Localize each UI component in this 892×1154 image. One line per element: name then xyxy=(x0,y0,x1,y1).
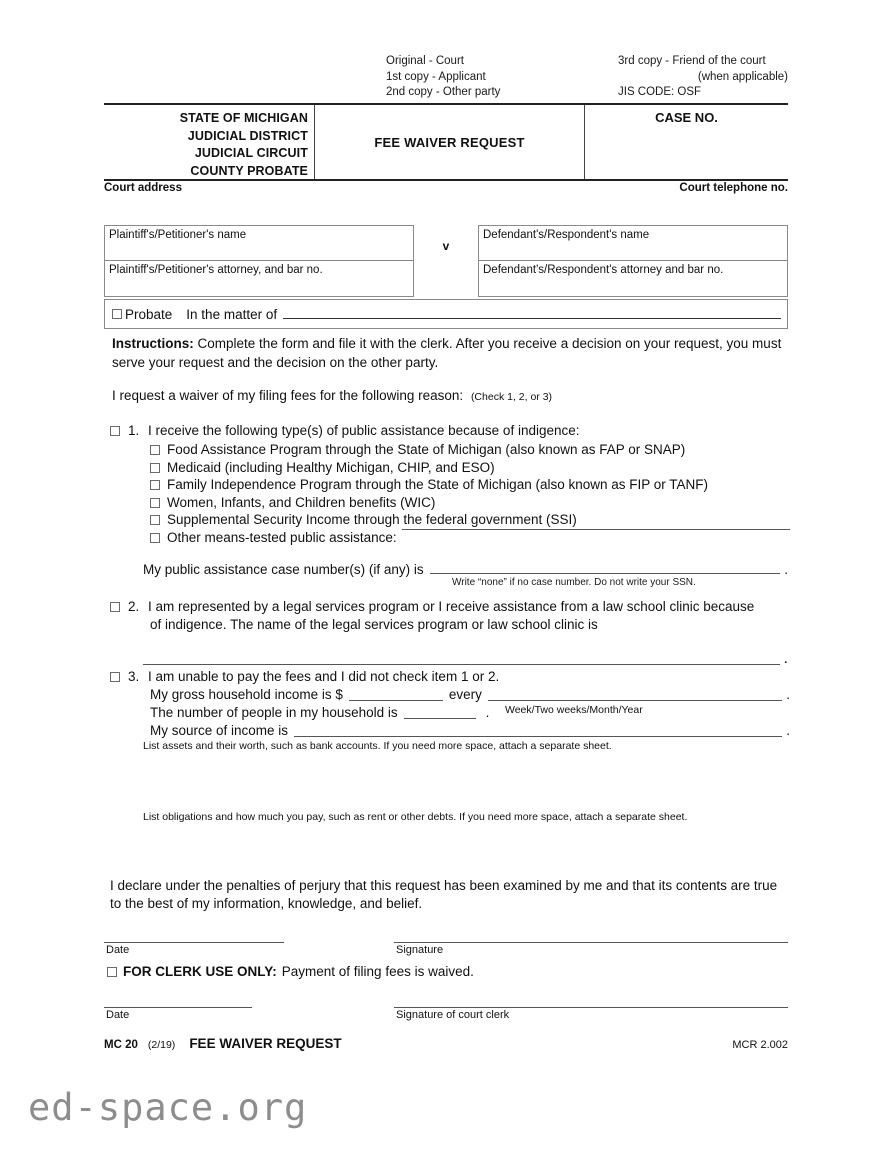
item-3-fields xyxy=(150,686,790,740)
case-number-period: . xyxy=(784,562,788,577)
footer-title: FEE WAIVER REQUEST xyxy=(189,1036,342,1051)
income-source-period: . xyxy=(786,723,790,738)
form-footer xyxy=(104,1036,788,1051)
copy-distribution-left xyxy=(386,54,618,101)
applicant-signature-rule[interactable] xyxy=(394,942,788,943)
jis-code: JIS CODE: OSF xyxy=(618,86,702,98)
state-line: STATE OF MICHIGAN xyxy=(179,111,308,125)
gross-income-row xyxy=(150,686,790,704)
court-address-row xyxy=(104,182,788,194)
income-source-input[interactable] xyxy=(294,736,782,737)
footer-revision: (2/19) xyxy=(147,1039,176,1051)
income-frequency-hint: Week/Two weeks/Month/Year xyxy=(505,704,643,716)
copy-third: 3rd copy - Friend of the court xyxy=(618,55,766,67)
item-1-header xyxy=(110,422,790,440)
income-source-row xyxy=(150,722,790,740)
option-food-assistance-checkbox[interactable] xyxy=(150,445,160,455)
clerk-use-checkbox[interactable] xyxy=(107,967,117,977)
copy-distribution-right xyxy=(618,54,788,101)
household-size-label: The number of people in my household is xyxy=(150,705,398,720)
clerk-use-label: FOR CLERK USE ONLY: xyxy=(123,964,277,979)
header-divider-rule xyxy=(104,179,788,181)
copy-distribution-header xyxy=(104,54,788,101)
assets-note: List assets and their worth, such as bank accounts. If you need more space, attach a separate sheet. xyxy=(143,740,612,752)
option-medicaid-checkbox[interactable] xyxy=(150,463,160,473)
court-address-label: Court address xyxy=(104,182,182,194)
defendant-attorney-field[interactable]: Defendant's/Respondent's attorney and bar no. xyxy=(478,261,788,297)
form-heading-table xyxy=(104,103,788,179)
clerk-use-text: Payment of filing fees is waived. xyxy=(281,964,474,979)
case-number-label: CASE NO. xyxy=(655,110,718,125)
case-number-hint: Write “none” if no case number. Do not write your SSN. xyxy=(452,577,696,588)
item-2-period: . xyxy=(783,650,788,667)
item-2-header xyxy=(110,598,790,616)
form-title: FEE WAIVER REQUEST xyxy=(374,134,525,150)
income-source-label: My source of income is xyxy=(150,723,289,738)
item-3-header xyxy=(110,668,790,686)
obligations-note: List obligations and how much you pay, such as rent or other debts. If you need more space, attach a separate sheet. xyxy=(143,811,688,823)
footer-rule-citation: MCR 2.002 xyxy=(732,1039,788,1051)
probate-checkbox[interactable] xyxy=(112,309,122,319)
gross-income-every-label: every xyxy=(448,687,482,702)
clerk-use-row xyxy=(107,964,474,979)
household-size-period: . xyxy=(485,705,490,720)
clerk-date-label: Date xyxy=(106,1009,130,1021)
option-ssi-checkbox[interactable] xyxy=(150,515,160,525)
defendant-name-field[interactable]: Defendant's/Respondent's name xyxy=(478,225,788,261)
option-ssi-label: Supplemental Security Income through the federal government (SSI) xyxy=(167,512,577,528)
request-reason-hint: (Check 1, 2, or 3) xyxy=(470,391,553,403)
probate-row xyxy=(104,299,788,329)
copy-original: Original - Court xyxy=(386,55,464,67)
clerk-signature-rule[interactable] xyxy=(394,1007,788,1008)
item-1-options xyxy=(150,441,790,547)
item-1 xyxy=(110,422,790,547)
site-watermark: ed-space.org xyxy=(28,1086,308,1129)
option-family-independence xyxy=(150,476,790,494)
option-ssi xyxy=(150,511,790,529)
option-other-assistance-label: Other means-tested public assistance: xyxy=(167,529,397,545)
option-other-assistance-input[interactable] xyxy=(402,529,790,530)
item-3-number: 3. xyxy=(128,669,140,684)
signature-label: Signature xyxy=(396,944,444,956)
legal-services-program-input[interactable] xyxy=(143,664,780,665)
option-other-assistance-checkbox[interactable] xyxy=(150,533,160,543)
item-3-text: I am unable to pay the fees and I did not check item 1 or 2. xyxy=(148,669,500,684)
case-number-input[interactable] xyxy=(430,573,781,574)
option-family-independence-checkbox[interactable] xyxy=(150,480,160,490)
option-medicaid-label: Medicaid (including Healthy Michigan, CHIP, and ESO) xyxy=(167,459,495,475)
gross-income-input[interactable] xyxy=(349,700,443,701)
judicial-circuit-line: JUDICIAL CIRCUIT xyxy=(194,146,308,160)
item-2-checkbox[interactable] xyxy=(110,602,120,612)
in-the-matter-of-label: In the matter of xyxy=(186,306,278,322)
item-1-text: I receive the following type(s) of public assistance because of indigence: xyxy=(148,423,580,438)
plaintiff-attorney-field[interactable]: Plaintiff's/Petitioner's attorney, and bar no. xyxy=(104,261,414,297)
date-signature-rule[interactable] xyxy=(104,942,284,943)
declaration-text: I declare under the penalties of perjury that this request has been examined by me and that its contents are true to the best of my information, knowledge, and belief. xyxy=(110,878,778,911)
option-other-assistance xyxy=(150,529,790,547)
option-food-assistance xyxy=(150,441,790,459)
footer-form-number: MC 20 xyxy=(104,1039,138,1051)
item-1-number: 1. xyxy=(128,423,140,438)
in-the-matter-of-input[interactable] xyxy=(283,318,781,319)
form-title-cell xyxy=(315,105,585,179)
instructions-block xyxy=(112,334,790,372)
item-2-input-row xyxy=(143,650,788,668)
date-label: Date xyxy=(106,944,130,956)
option-food-assistance-label: Food Assistance Program through the State of Michigan (also known as FAP or SNAP) xyxy=(167,442,686,457)
request-reason-line xyxy=(112,388,790,403)
party-boxes xyxy=(104,225,788,297)
copy-first: 1st copy - Applicant xyxy=(386,70,486,83)
plaintiff-name-field[interactable]: Plaintiff's/Petitioner's name xyxy=(104,225,414,261)
plaintiff-column xyxy=(104,225,414,297)
instructions-label: Instructions: xyxy=(112,336,194,351)
option-wic xyxy=(150,494,790,512)
item-2 xyxy=(110,598,790,634)
household-size-input[interactable] xyxy=(404,718,476,719)
copy-third-note: (when applicable) xyxy=(697,70,788,83)
option-wic-label: Women, Infants, and Children benefits (WIC) xyxy=(167,494,436,510)
household-size-row xyxy=(150,704,790,722)
court-telephone-label: Court telephone no. xyxy=(679,182,788,194)
item-3-checkbox[interactable] xyxy=(110,672,120,682)
option-medicaid xyxy=(150,459,790,477)
public-assistance-case-number xyxy=(143,562,788,588)
defendant-column xyxy=(478,225,788,297)
judicial-district-line: JUDICIAL DISTRICT xyxy=(187,128,308,143)
probate-label: Probate xyxy=(125,306,173,322)
gross-income-period: . xyxy=(786,687,790,702)
option-wic-checkbox[interactable] xyxy=(150,498,160,508)
request-reason-text: I request a waiver of my filing fees for the following reason: xyxy=(112,388,464,403)
case-number-cell[interactable] xyxy=(585,105,788,179)
gross-income-label: My gross household income is $ xyxy=(150,687,343,702)
court-identification xyxy=(104,105,315,179)
option-family-independence-label: Family Independence Program through the State of Michigan (also known as FIP or TANF) xyxy=(167,477,709,493)
county-probate-line: COUNTY PROBATE xyxy=(190,163,308,178)
case-number-prompt: My public assistance case number(s) (if any) is xyxy=(143,562,424,577)
clerk-date-rule[interactable] xyxy=(104,1007,252,1008)
item-2-text-line2: of indigence. The name of the legal services program or law school clinic is xyxy=(150,617,598,632)
item-3 xyxy=(110,668,790,740)
item-1-checkbox[interactable] xyxy=(110,426,120,436)
clerk-signature-label: Signature of court clerk xyxy=(396,1009,510,1021)
item-2-text-line1: I am represented by a legal services program or I receive assistance from a law school clinic because xyxy=(148,599,755,614)
copy-second: 2nd copy - Other party xyxy=(386,86,501,98)
item-2-number: 2. xyxy=(128,599,140,614)
instructions-text: Complete the form and file it with the clerk. After you receive a decision on your request, you must serve your request and the decision on the other party. xyxy=(112,336,782,370)
versus-label: v xyxy=(442,239,450,253)
